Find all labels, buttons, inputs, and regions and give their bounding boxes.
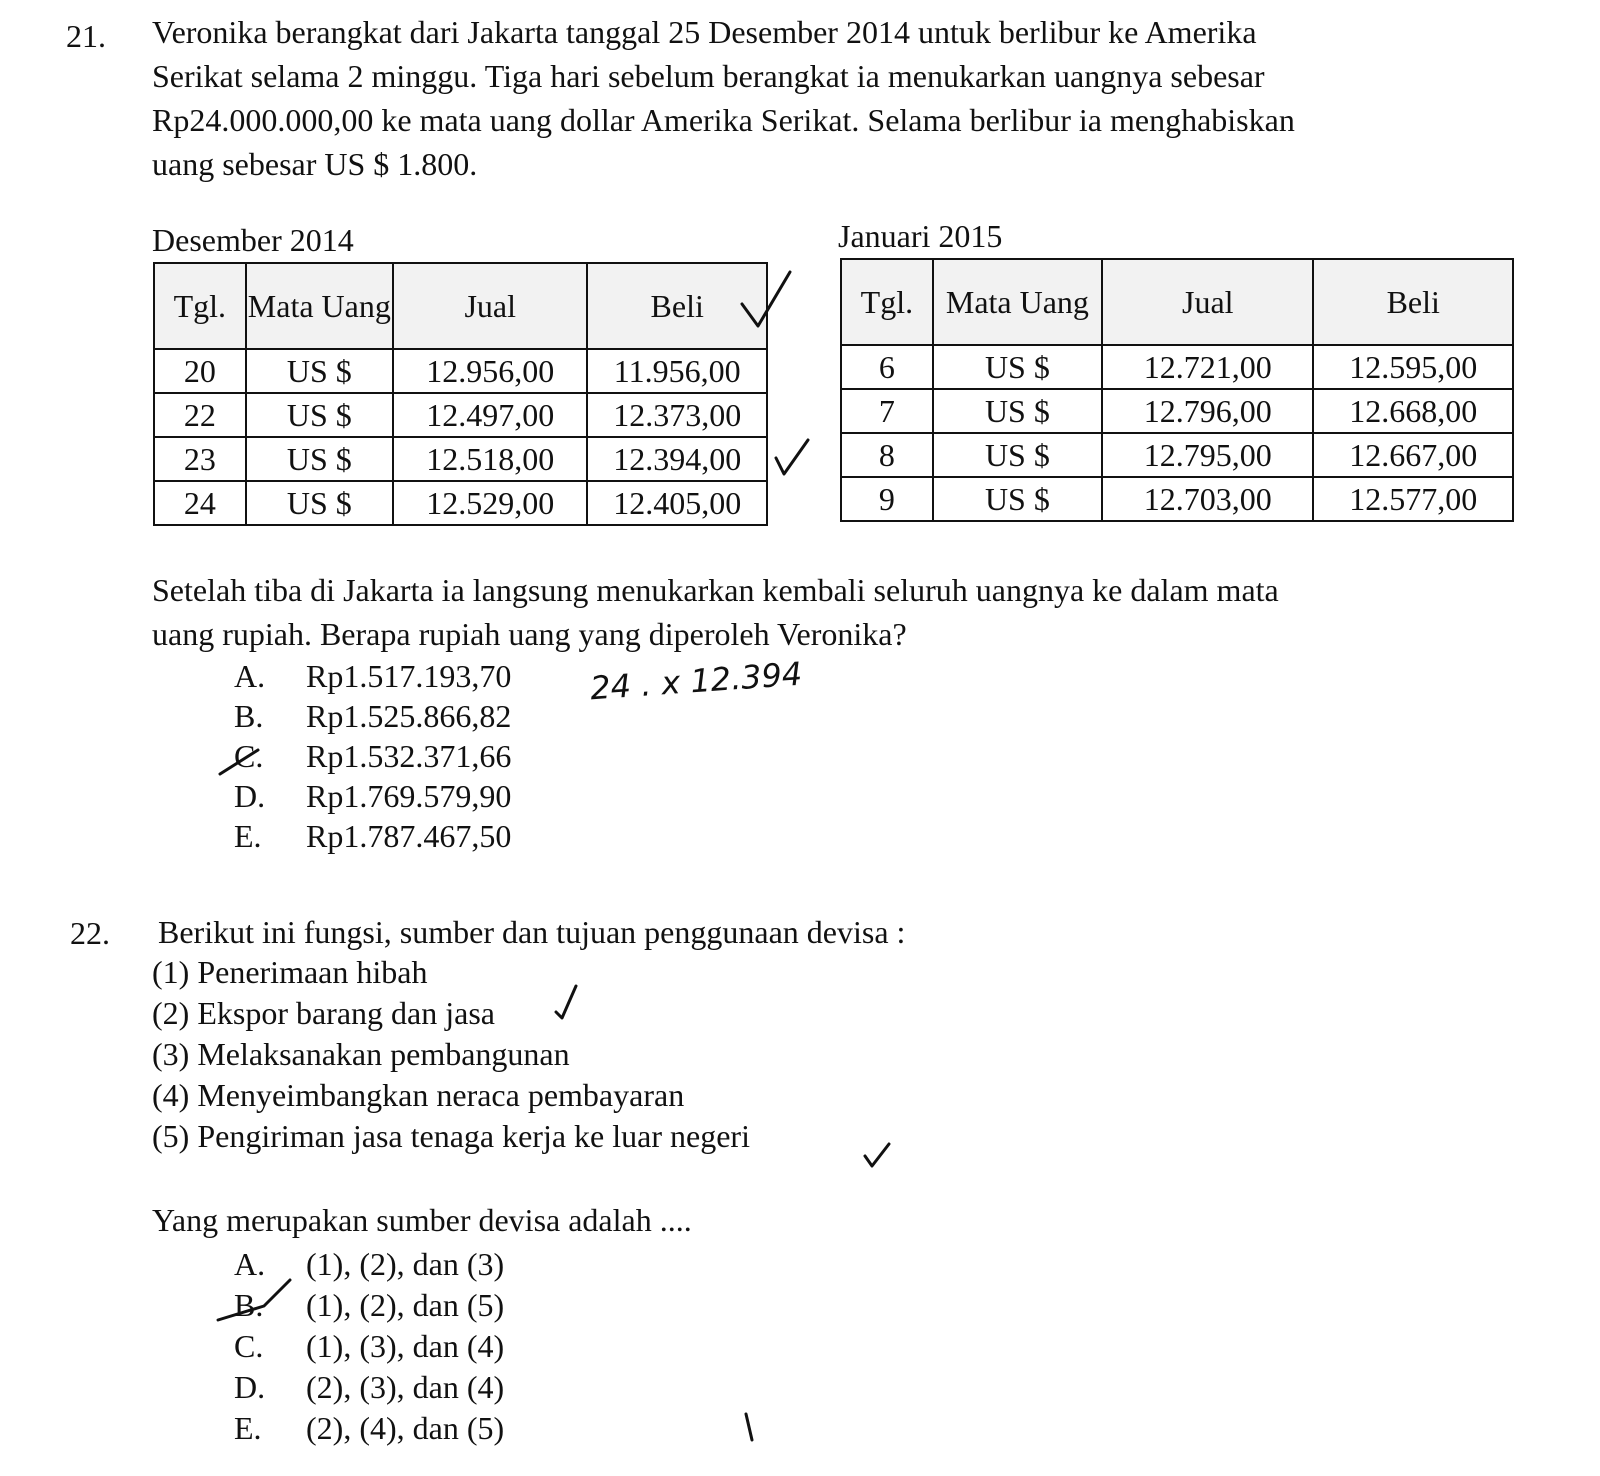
option-letter: E.	[234, 818, 262, 854]
cell-currency: US $	[246, 437, 393, 481]
table-row	[841, 345, 1513, 389]
prompt-line: uang rupiah. Berapa rupiah uang yang diperoleh Veronika?	[152, 616, 907, 652]
selected-answer-mark-icon	[214, 1276, 294, 1326]
option-letter: C.	[234, 1328, 264, 1364]
cell-jual: 12.518,00	[393, 437, 587, 481]
question-21-number: 21.	[66, 18, 106, 54]
answer-option[interactable]	[234, 656, 511, 696]
question-22-number: 22.	[70, 915, 110, 951]
intro-line: Rp24.000.000,00 ke mata uang dollar Amerika Serikat. Selama berlibur ia menghabiskan	[152, 102, 1295, 138]
cell-tgl: 9	[841, 477, 933, 521]
option-text: Rp1.769.579,90	[306, 778, 512, 814]
pen-stroke-icon	[740, 1410, 760, 1446]
table-header-row	[841, 259, 1513, 345]
table-row	[841, 389, 1513, 433]
table-header-row	[154, 263, 767, 349]
intro-line: uang sebesar US $ 1.800.	[152, 146, 478, 182]
option-text: Rp1.517.193,70	[306, 658, 512, 694]
cell-jual: 12.956,00	[393, 349, 587, 393]
cell-jual: 12.703,00	[1102, 477, 1313, 521]
cell-tgl: 23	[154, 437, 246, 481]
option-letter: A.	[234, 1246, 266, 1282]
answer-option[interactable]	[234, 776, 511, 816]
checkmark-icon	[552, 982, 582, 1026]
cell-tgl: 8	[841, 433, 933, 477]
table-jan-caption: Januari 2015	[838, 218, 1003, 254]
table-row	[154, 393, 767, 437]
option-text: (2), (3), dan (4)	[306, 1369, 505, 1405]
cell-tgl: 6	[841, 345, 933, 389]
option-letter: D.	[234, 1369, 266, 1405]
cell-beli: 12.405,00	[587, 481, 767, 525]
list-item: (4) Menyeimbangkan neraca pembayaran	[152, 1077, 685, 1113]
cell-beli: 12.595,00	[1313, 345, 1513, 389]
cell-beli: 11.956,00	[587, 349, 767, 393]
cell-tgl: 20	[154, 349, 246, 393]
option-text: (1), (3), dan (4)	[306, 1328, 505, 1364]
cell-beli: 12.668,00	[1313, 389, 1513, 433]
option-letter: B.	[234, 1287, 264, 1323]
answer-option[interactable]	[234, 816, 511, 856]
table-row	[841, 477, 1513, 521]
table-dec-caption: Desember 2014	[152, 222, 354, 258]
intro-line: Veronika berangkat dari Jakarta tanggal 25 Desember 2014 untuk berlibur ke Amerika	[152, 14, 1257, 50]
header-jual: Jual	[393, 263, 587, 349]
prompt-line: Setelah tiba di Jakarta ia langsung menukarkan kembali seluruh uangnya ke dalam mata	[152, 572, 1279, 608]
question-22-intro: Berikut ini fungsi, sumber dan tujuan penggunaan devisa :	[158, 914, 906, 950]
cell-tgl: 7	[841, 389, 933, 433]
cell-beli: 12.577,00	[1313, 477, 1513, 521]
cell-currency: US $	[246, 393, 393, 437]
answer-option[interactable]	[234, 696, 511, 736]
table-row	[841, 433, 1513, 477]
header-beli: Beli	[1313, 259, 1513, 345]
option-letter: E.	[234, 1410, 262, 1446]
exchange-table-january	[840, 258, 1514, 522]
cell-tgl: 22	[154, 393, 246, 437]
option-text: Rp1.787.467,50	[306, 818, 512, 854]
cell-jual: 12.529,00	[393, 481, 587, 525]
question-21-intro	[152, 10, 1482, 186]
option-letter: B.	[234, 698, 264, 734]
selected-answer-mark-icon	[218, 746, 262, 776]
header-beli: Beli	[587, 263, 767, 349]
question-22-prompt: Yang merupakan sumber devisa adalah ....	[152, 1202, 692, 1238]
cell-jual: 12.721,00	[1102, 345, 1313, 389]
cell-currency: US $	[933, 345, 1102, 389]
list-item: (2) Ekspor barang dan jasa	[152, 995, 495, 1031]
table-row	[154, 481, 767, 525]
table-row	[154, 437, 767, 481]
cell-jual: 12.795,00	[1102, 433, 1313, 477]
intro-line: Serikat selama 2 minggu. Tiga hari sebelum berangkat ia menukarkan uangnya sebesar	[152, 58, 1265, 94]
cell-beli: 12.667,00	[1313, 433, 1513, 477]
source-list	[152, 952, 750, 1157]
answer-option[interactable]	[234, 1326, 504, 1366]
handwritten-calculation: 24 . x 12.394	[588, 654, 804, 708]
cell-currency: US $	[933, 433, 1102, 477]
list-item: (1) Penerimaan hibah	[152, 954, 428, 990]
option-letter: C.	[234, 738, 264, 774]
answer-option[interactable]	[234, 1367, 504, 1407]
header-tgl: Tgl.	[154, 263, 246, 349]
cell-currency: US $	[933, 477, 1102, 521]
header-tgl: Tgl.	[841, 259, 933, 345]
header-jual: Jual	[1102, 259, 1313, 345]
option-text: (1), (2), dan (5)	[306, 1287, 505, 1323]
option-text: (2), (4), dan (5)	[306, 1410, 505, 1446]
cell-jual: 12.497,00	[393, 393, 587, 437]
header-mata-uang: Mata Uang	[933, 259, 1102, 345]
cell-jual: 12.796,00	[1102, 389, 1313, 433]
option-text: Rp1.525.866,82	[306, 698, 512, 734]
cell-currency: US $	[246, 481, 393, 525]
checkmark-icon	[862, 1140, 892, 1170]
answer-option[interactable]	[234, 736, 511, 776]
checkmark-icon	[738, 268, 794, 332]
answer-option[interactable]	[234, 1408, 504, 1448]
list-item: (3) Melaksanakan pembangunan	[152, 1036, 570, 1072]
list-item: (5) Pengiriman jasa tenaga kerja ke luar negeri	[152, 1118, 750, 1154]
header-mata-uang: Mata Uang	[246, 263, 393, 349]
option-letter: D.	[234, 778, 266, 814]
cell-beli: 12.373,00	[587, 393, 767, 437]
option-text: Rp1.532.371,66	[306, 738, 512, 774]
exchange-table-december	[153, 262, 768, 526]
table-row	[154, 349, 767, 393]
cell-currency: US $	[246, 349, 393, 393]
question-21-prompt	[152, 568, 1482, 656]
cell-beli: 12.394,00	[587, 437, 767, 481]
option-letter: A.	[234, 658, 266, 694]
option-text: (1), (2), dan (3)	[306, 1246, 505, 1282]
checkmark-icon	[772, 434, 812, 480]
cell-currency: US $	[933, 389, 1102, 433]
cell-tgl: 24	[154, 481, 246, 525]
